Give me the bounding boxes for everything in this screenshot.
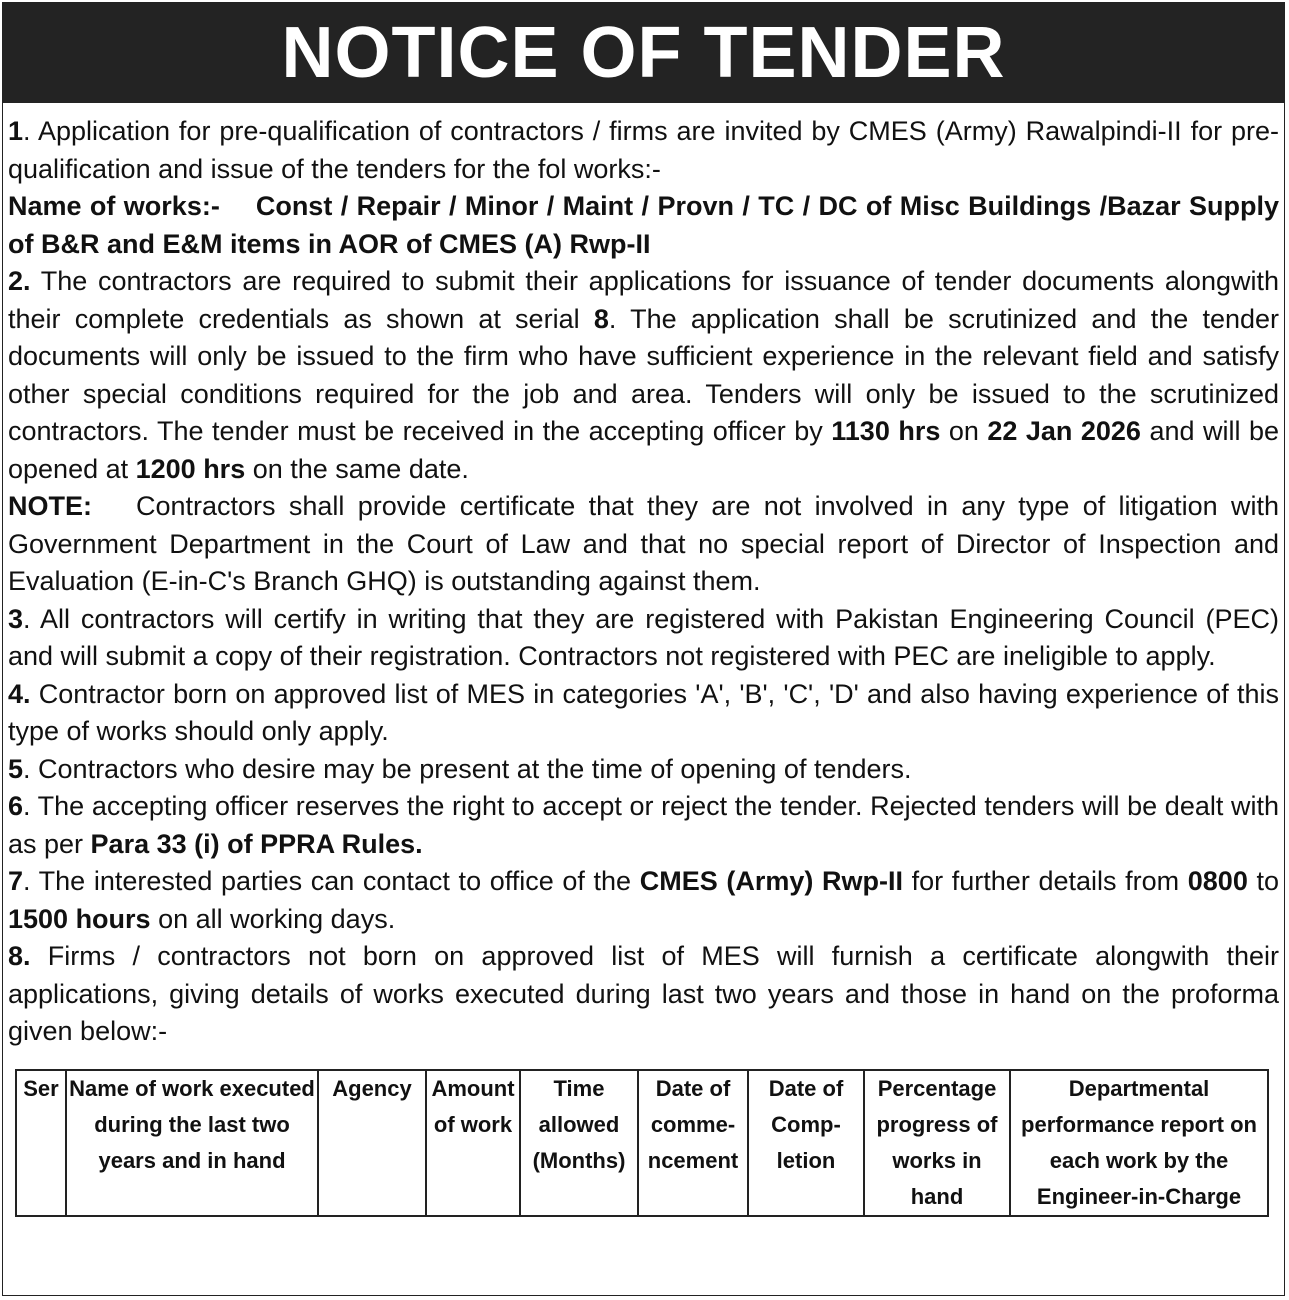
note-label: NOTE: [8, 491, 92, 521]
para-2-text: The contractors are required to submit their applications for issuance of tender documents alongwith their complete credentials as shown at serial [8, 266, 1279, 334]
para-2-text: . The application shall be scrutinized and the tender documents will only be issued to the firm who have sufficient experience in the relevant field and satisfy other special conditions required for the job and area. Tenders will only be issued to the scrutinized contractors. The tender must be received in the accepting officer by [8, 303, 1280, 446]
notice-frame [2, 2, 1285, 1296]
para-5-number: 5 [8, 753, 24, 784]
para-6-text: . The accepting officer reserves the right to accept or reject the tender. Rejected tenders will be dealt with as per [8, 791, 1279, 859]
para-7-text: . The interested parties can contact to office of the [23, 866, 640, 896]
para-4-text: Contractor born on approved list of MES in categories 'A', 'B', 'C', 'D' and also having experience of this type of works should only apply. [8, 678, 1279, 746]
paragraph-4 [8, 676, 1279, 751]
para-2-number: 2. [8, 266, 31, 296]
para-8-number: 8. [8, 941, 31, 971]
paragraph-7 [8, 863, 1279, 938]
serial-ref: 8 [593, 303, 609, 334]
name-of-works [8, 188, 1279, 263]
col-ser: Ser [16, 1070, 66, 1216]
col-performance-report: Departmental performance report on each work by the Engineer-in-Charge [1010, 1070, 1268, 1216]
col-amount: Amount of work [426, 1070, 520, 1216]
paragraph-8 [8, 938, 1279, 1051]
para-7-text: to [1247, 866, 1279, 896]
hours-from: 0800 [1187, 866, 1248, 896]
para-1-number: 1 [8, 116, 24, 146]
works-label: Name of works:- [8, 191, 220, 221]
col-time-allowed: Time allowed (Months) [520, 1070, 638, 1216]
proforma-table-wrap [3, 1051, 1284, 1217]
paragraph-3 [8, 601, 1279, 676]
paragraph-5 [8, 751, 1279, 789]
para-7-text: for further details from [903, 866, 1188, 896]
proforma-table [15, 1069, 1269, 1217]
hours-to: 1500 hours [8, 903, 151, 934]
ppra-rule: Para 33 (i) of PPRA Rules. [90, 828, 423, 859]
col-percentage-progress: Percentage progress of works in hand [864, 1070, 1010, 1216]
table-header-row [16, 1070, 1268, 1216]
para-3-text: . All contractors will certify in writing that they are registered with Pakistan Engineering Council (PEC) and will submit a copy of their registration. Contractors not registered with PEC are ineligible to apply. [8, 603, 1279, 671]
note-paragraph [8, 488, 1279, 601]
para-2-text: on the same date. [245, 453, 469, 484]
title-banner [3, 3, 1284, 103]
contact-office: CMES (Army) Rwp-II [639, 866, 903, 896]
submission-time: 1130 hrs [831, 416, 941, 446]
col-date-commencement: Date of comme-ncement [638, 1070, 748, 1216]
works-text: Const / Repair / Minor / Maint / Provn / TC / DC of Misc Buildings /Bazar Supply of B&R and E&M items in AOR of CMES (A) Rwp-II [8, 191, 1279, 259]
para-7-number: 7 [8, 866, 24, 896]
col-agency: Agency [318, 1070, 426, 1216]
note-text: Contractors shall provide certificate that they are not involved in any type of litigation with Government Department in the Court of Law and that no special report of Director of Inspection and Evaluation (E-in-C's Branch GHQ) is outstanding against them. [8, 491, 1279, 596]
para-2-text: and will be opened at [8, 416, 1279, 484]
opening-time: 1200 hrs [135, 453, 246, 484]
paragraph-2 [8, 263, 1279, 488]
col-date-completion: Date of Comp-letion [748, 1070, 864, 1216]
para-3-number: 3 [8, 603, 24, 634]
para-2-text: on [940, 416, 988, 446]
paragraph-6 [8, 788, 1279, 863]
col-name-of-work: Name of work executed during the last two years and in hand [66, 1070, 318, 1216]
para-8-text: Firms / contractors not born on approved list of MES will furnish a certificate alongwith their applications, giving details of works executed during last two years and those in hand on the proforma given below:- [8, 941, 1279, 1046]
paragraph-1 [8, 113, 1279, 188]
notice-body [3, 103, 1284, 1051]
submission-date: 22 Jan 2026 [987, 416, 1141, 446]
para-7-text: on all working days. [150, 903, 396, 934]
para-1-text: . Application for pre-qualification of contractors / firms are invited by CMES (Army) Rawalpindi-II for pre-qualification and issue of the tenders for the fol works:- [8, 116, 1279, 184]
page-title: NOTICE OF TENDER [281, 13, 1006, 93]
para-6-number: 6 [8, 791, 24, 821]
para-4-number: 4. [8, 678, 31, 709]
para-5-text: . Contractors who desire may be present at the time of opening of tenders. [23, 753, 912, 784]
